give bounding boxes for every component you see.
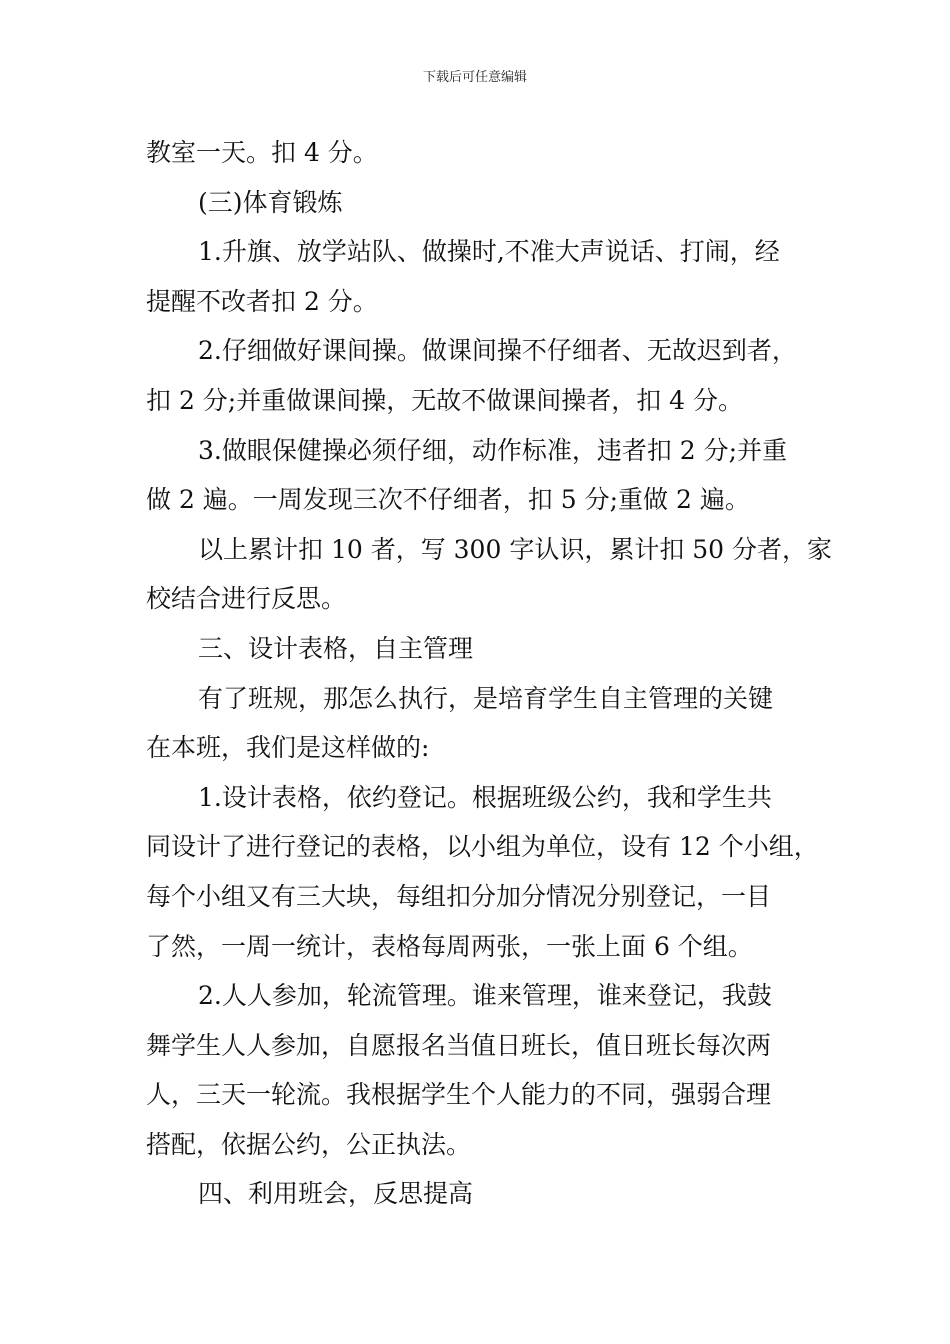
- text-line: 提醒不改者扣 2 分。: [146, 286, 378, 316]
- text-line: 人，三天一轮流。我根据学生个人能力的不同，强弱合理: [146, 1080, 772, 1110]
- text-line: 三、设计表格，自主管理: [198, 633, 474, 663]
- text-line: 每个小组又有三大块，每组扣分加分情况分别登记，一目: [146, 881, 772, 911]
- text-line: 有了班规，那怎么执行，是培育学生自主管理的关键: [198, 683, 774, 713]
- text-line: 教室一天。扣 4 分。: [146, 138, 378, 167]
- text-line: 以上累计扣 10 者，写 300 字认识，累计扣 50 分者，家: [198, 534, 833, 564]
- text-line: (三)体育锻炼: [198, 187, 343, 217]
- text-line: 2.人人参加，轮流管理。谁来管理，谁来登记，我鼓: [198, 981, 772, 1011]
- text-line: 四、利用班会，反思提高: [198, 1179, 474, 1209]
- text-line: 2.仔细做好课间操。做课间操不仔细者、无故迟到者，: [198, 336, 797, 366]
- text-line: 扣 2 分;并重做课间操，无故不做课间操者，扣 4 分。: [146, 385, 744, 415]
- document-body: [146, 128, 833, 1219]
- text-line: 同设计了进行登记的表格，以小组为单位，设有 12 个小组，: [146, 832, 819, 862]
- text-line: 做 2 遍。一周发现三次不仔细者，扣 5 分;重做 2 遍。: [146, 485, 750, 515]
- page-header: 下载后可任意编辑: [422, 70, 527, 85]
- text-line: 1.升旗、放学站队、做操时,不准大声说话、打闹，经: [198, 237, 780, 267]
- text-line: 3.做眼保健操必须仔细，动作标准，违者扣 2 分;并重: [198, 435, 788, 465]
- text-line: 搭配，依据公约，公正执法。: [146, 1129, 472, 1159]
- text-line: 了然，一周一统计，表格每周两张，一张上面 6 个组。: [146, 931, 753, 961]
- text-line: 在本班，我们是这样做的:: [146, 733, 430, 763]
- text-line: 1.设计表格，依约登记。根据班级公约，我和学生共: [198, 782, 772, 812]
- text-line: 舞学生人人参加，自愿报名当值日班长，值日班长每次两: [146, 1030, 772, 1060]
- text-line: 校结合进行反思。: [146, 584, 347, 614]
